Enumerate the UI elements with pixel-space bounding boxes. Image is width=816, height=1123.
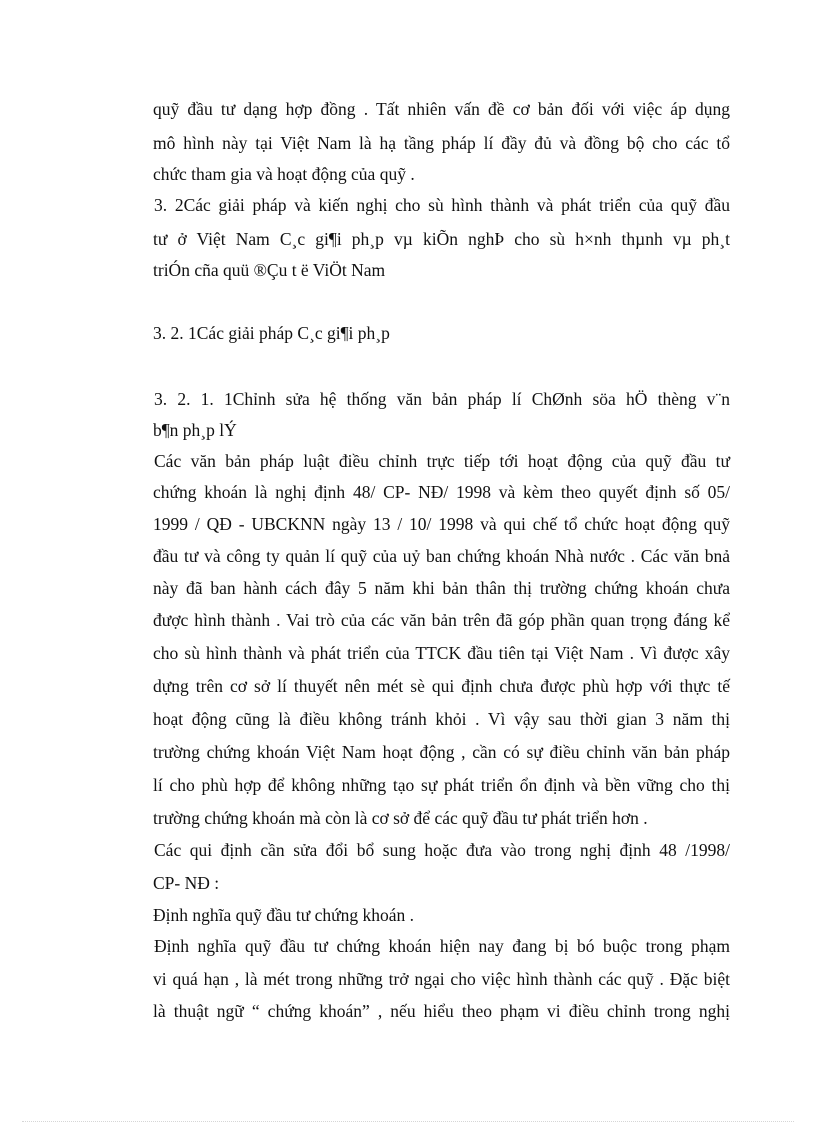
paragraph-line: này đã ban hành cách đây 5 năm khi bản thân thị trường chứng khoán chưa [153, 578, 730, 598]
section-heading-line: tư ở Việt Nam C¸c gi¶i ph¸p vµ kiÕn nghÞ cho sù h×nh thµnh vµ ph¸t [153, 229, 730, 249]
page-bottom-rule [22, 1121, 794, 1122]
text-line: chức tham gia và hoạt động của quỹ . [153, 164, 415, 184]
text-line: quỹ đầu tư dạng hợp đồng . Tất nhiên vấn đề cơ bản đối với việc áp dụng [153, 99, 730, 119]
subsubsection-heading-line: b¶n ph¸p lÝ [153, 420, 237, 440]
paragraph-line: chứng khoán là nghị định 48/ CP- NĐ/ 1998 và kèm theo quyết định số 05/ [153, 482, 730, 502]
subsubsection-heading-line: 3. 2. 1. 1Chỉnh sửa hệ thống văn bản pháp lí ChØnh söa hÖ thèng v¨n [154, 389, 730, 409]
paragraph-line: trường chứng khoán Việt Nam hoạt động , cần có sự điều chỉnh văn bản pháp [153, 742, 730, 762]
paragraph-line: Định nghĩa quỹ đầu tư chứng khoán hiện nay đang bị bó buộc trong phạm [154, 936, 730, 956]
paragraph-line: CP- NĐ : [153, 873, 220, 893]
paragraph-line: dựng trên cơ sở lí thuyết nên mét sè qui định chưa được phù hợp với thực tế [153, 676, 730, 696]
section-heading-line: 3. 2Các giải pháp và kiến nghị cho sù hình thành và phát triển của quỹ đầu [154, 195, 730, 215]
text-line: mô hình này tại Việt Nam là hạ tầng pháp lí đầy đủ và đồng bộ cho các tổ [153, 133, 730, 153]
subsection-heading: 3. 2. 1Các giải pháp C¸c gi¶i ph¸p [153, 323, 390, 343]
paragraph-line: trường chứng khoán mà còn là cơ sở để các quỹ đầu tư phát triển hơn . [153, 808, 648, 828]
paragraph-line: 1999 / QĐ - UBCKNN ngày 13 / 10/ 1998 và qui chế tổ chức hoạt động quỹ [153, 514, 730, 534]
paragraph-line: Các qui định cần sửa đổi bổ sung hoặc đưa vào trong nghị định 48 /1998/ [154, 840, 730, 860]
paragraph-line: vi quá hạn , là mét trong những trở ngại cho việc hình thành các quỹ . Đặc biệt [153, 969, 730, 989]
section-heading-line: triÓn cña quü ®Çu t ë ViÖt Nam [153, 260, 386, 280]
paragraph-line: cho sù hình thành và phát triển của TTCK đầu tiên tại Việt Nam . Vì được xây [153, 643, 730, 663]
paragraph-line: là thuật ngữ “ chứng khoán” , nếu hiểu theo phạm vi điều chỉnh trong nghị [153, 1001, 730, 1021]
paragraph-line: hoạt động cũng là điều không tránh khỏi . Vì vậy sau thời gian 3 năm thị [153, 709, 730, 729]
paragraph-line: lí cho phù hợp để không những tạo sự phát triển ổn định và bền vững cho thị [153, 775, 730, 795]
paragraph-line: đầu tư và công ty quản lí quỹ của uỷ ban chứng khoán Nhà nước . Các văn bnả [153, 546, 730, 566]
paragraph-line: Định nghĩa quỹ đầu tư chứng khoán . [153, 905, 415, 925]
paragraph-line: được hình thành . Vai trò của các văn bản trên đã góp phần quan trọng đáng kể [153, 610, 730, 630]
paragraph-line: Các văn bản pháp luật điều chỉnh trực tiếp tới hoạt động của quỹ đầu tư [154, 451, 730, 471]
